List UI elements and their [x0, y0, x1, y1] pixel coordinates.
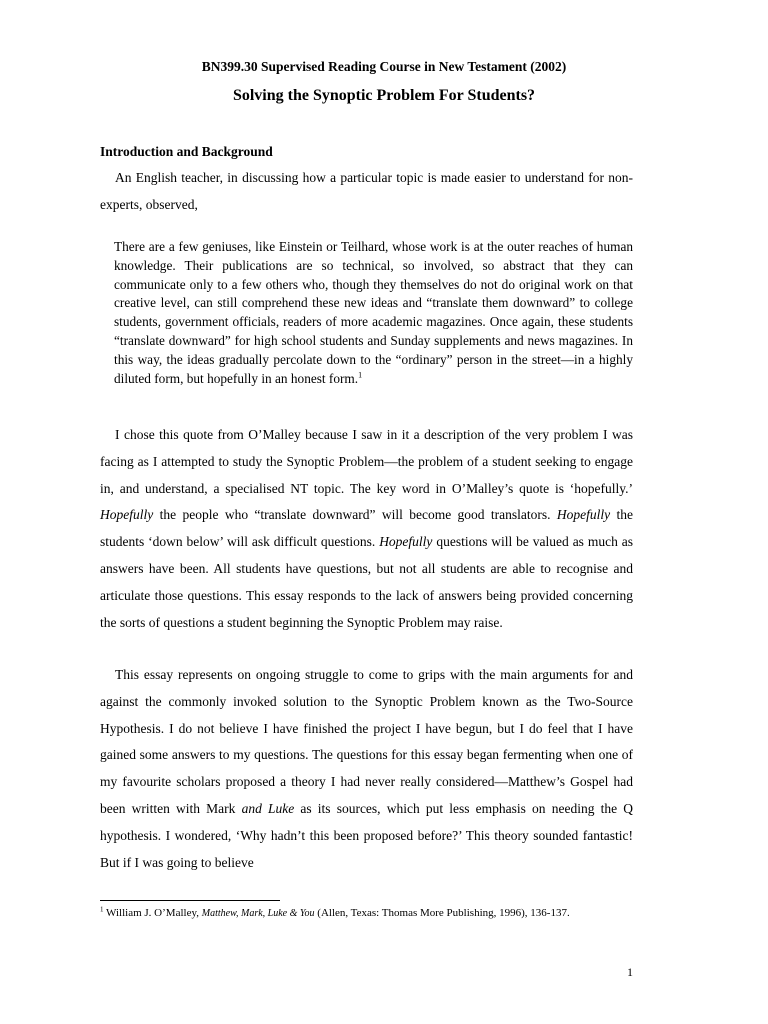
- emphasis-hopefully-2: Hopefully: [556, 507, 611, 523]
- paragraph-2: [100, 422, 633, 636]
- intro-paragraph: An English teacher, in discussing how a particular topic is made easier to understand for non-experts, observed,: [100, 170, 633, 212]
- footnote-publication: (Allen, Texas: Thomas More Publishing, 1996), 136-137.: [314, 907, 570, 919]
- paragraph-2-part-1: I chose this quote from O’Malley because I saw in it a description of the very problem I was facing as I attempted to study the Synoptic Problem—the problem of a student seeking to engage in, and understand, a specialised NT topic. The key word in O’Malley’s quote is ‘hopefully.’: [100, 427, 633, 496]
- course-title: BN399.30 Supervised Reading Course in New Testament (2002): [201, 59, 567, 74]
- paragraph-3-part-2: as its sources, which put less emphasis on needing the Q hypothesis. I wondered, ‘Why hadn’t this been proposed before?’ This theory sounded fantastic! But if I was going to believe: [100, 800, 633, 870]
- page-number: 1: [627, 965, 633, 979]
- quote-text: There are a few geniuses, like Einstein or Teilhard, whose work is at the outer reaches of human knowledge. Their publications are so technical, so involved, so abstract that they can communicate only to a few others who, though they themselves do not do original work on that creative level, can still comprehend these new ideas and “translate them downward” to college students, government officials, readers of more academic magazines. Once again, these students “translate downward” for high school students and Sunday supplements and news magazines. In this way, the ideas gradually percolate down to the “ordinary” person in the street—in a highly diluted form, but hopefully in an honest form.: [114, 239, 633, 386]
- paragraph-3: [100, 662, 633, 876]
- paragraph-2-part-3: the students ‘down below’ will ask difficult questions.: [100, 507, 633, 550]
- emphasis-hopefully-1: Hopefully: [100, 507, 154, 523]
- footnote: [100, 906, 633, 921]
- block-quote: [114, 238, 633, 388]
- footnote-divider: [100, 900, 280, 901]
- emphasis-and-luke: and Luke: [241, 800, 295, 816]
- footnote-number: 1: [100, 905, 104, 914]
- paragraph-2-part-4: questions will be valued as much as answers have been. All students have questions, but not all students are able to recognise and articulate those questions. This essay responds to the lack of answers being provided concerning the sorts of questions a student beginning the Synoptic Problem may raise.: [100, 534, 633, 630]
- footnote-author: William J. O’Malley,: [103, 907, 202, 919]
- paragraph-3-part-1: This essay represents on ongoing struggle to come to grips with the main arguments for and against the commonly invoked solution to the Synoptic Problem known as the Two-Source Hypothesis. I do not believe I have finished the project I have begun, but I do feel that I have gained some answers to my questions. The questions for this essay began fermenting when one of my favourite scholars proposed a theory I had never really considered—Matthew’s Gospel had been written with Mark: [100, 667, 633, 816]
- essay-title: Solving the Synoptic Problem For Students?: [232, 87, 536, 104]
- footnote-reference[interactable]: 1: [358, 370, 363, 380]
- section-heading: Introduction and Background: [100, 144, 273, 159]
- emphasis-hopefully-3: Hopefully: [379, 534, 433, 550]
- paragraph-2-part-2: the people who “translate downward” will become good translators.: [153, 507, 557, 523]
- footnote-book-title: Matthew, Mark, Luke & You: [201, 908, 315, 919]
